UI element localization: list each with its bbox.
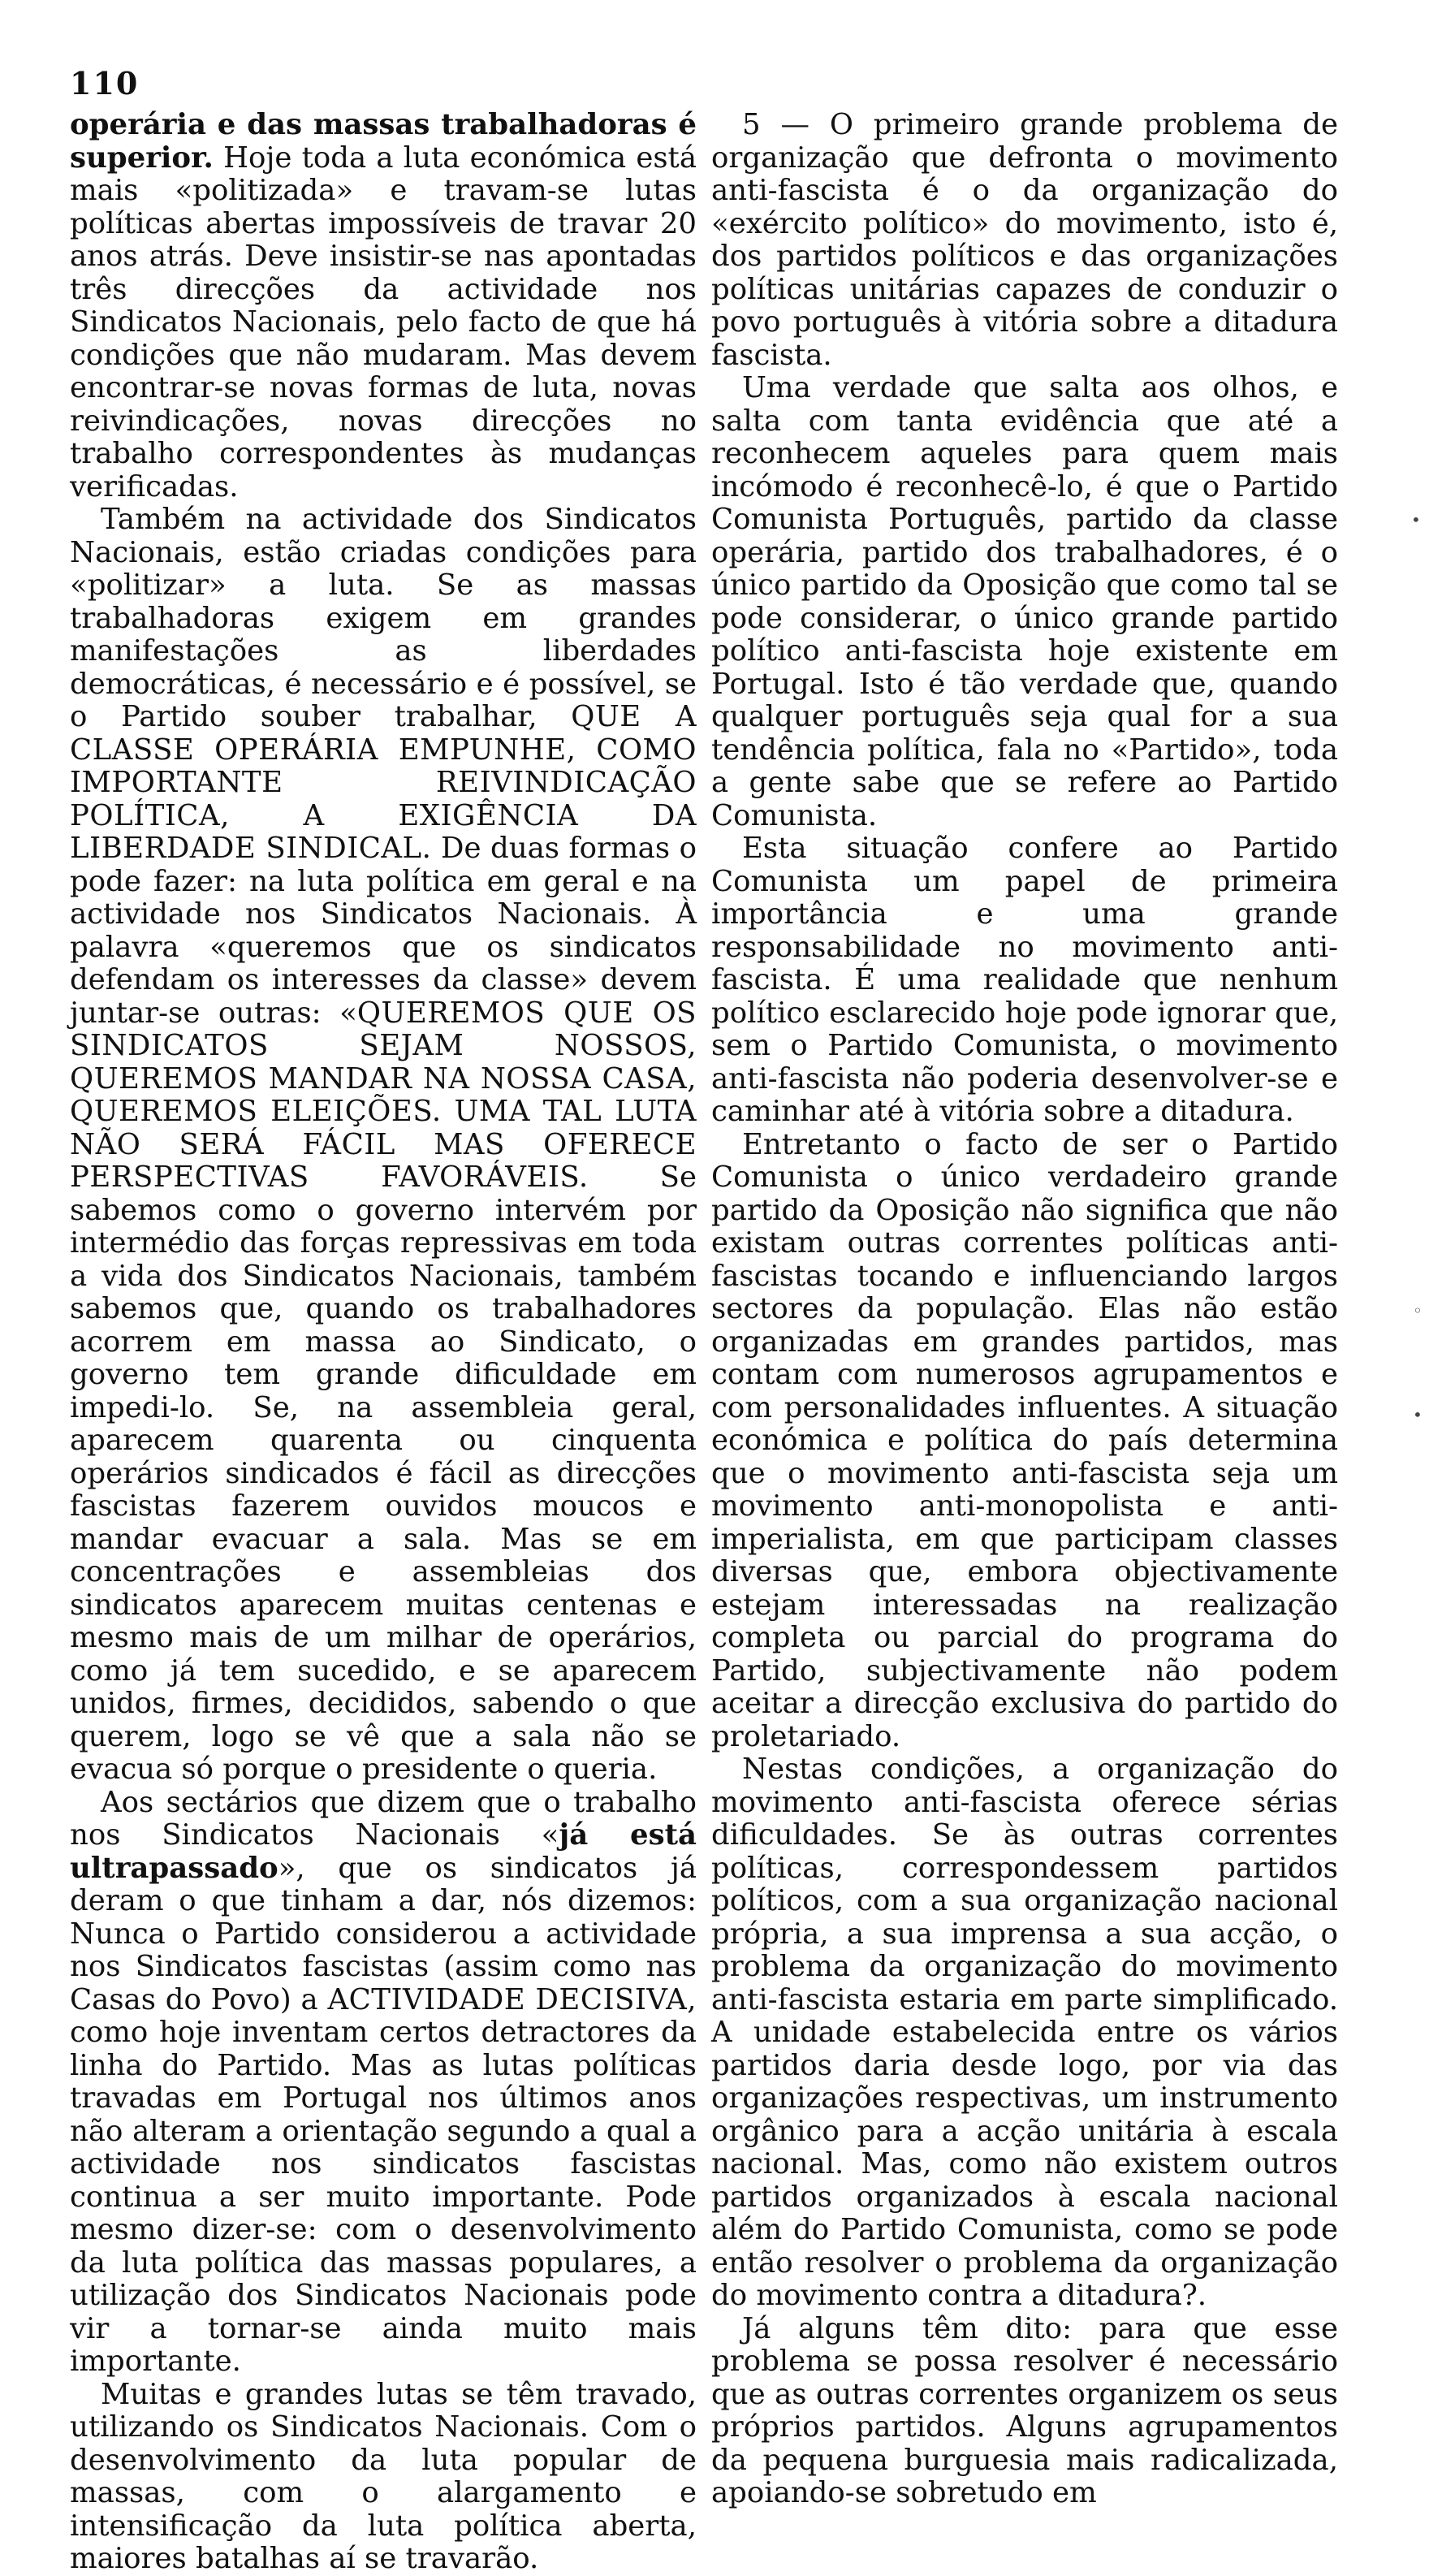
right-column [711, 109, 1338, 2510]
caps-text: QUEREMOS QUE OS SINDICATOS SEJAM NOSSOS, QUEREMOS MANDAR NA NOSSA CASA, QUEREMOS ELEIÇÕES. UMA TAL LUTA NÃO SERÁ FÁCIL MAS OFERECE PERSPECTIVAS FAVORÁVEIS. [70, 996, 697, 1194]
paragraph-text: », que os sindicatos já deram o que tinham a dar, nós dizemos: Nunca o Partido considerou a actividade nos Sindicatos fascistas (assim como nas Casas do Povo) a [70, 1851, 697, 2016]
left-paragraph-1 [70, 109, 697, 504]
right-paragraph-4: Entretanto o facto de ser o Partido Comunista o único verdadeiro grande partido da Oposição não significa que não existam outras correntes políticas anti-fascistas tocando e influenciando largos sectores da população. Elas não estão organizadas em grandes partidos, mas contam com numerosos agrupamentos e com personalidades influentes. A situação económica e política do país determina que o movimento anti-fascista seja um movimento anti-monopolista e anti-imperialista, em que participam classes diversas que, embora objectivamente estejam interessadas na realização completa ou parcial do programa do Partido, subjectivamente não podem aceitar a direcção exclusiva do partido do proletariado. [711, 1127, 1338, 1753]
paragraph-text: Também na actividade dos Sindicatos Nacionais, estão criadas condições para «politizar» a luta. Se as massas trabalhadoras exigem em grandes manifestações as liberdades democráticas, é necessário e é possível, se o Partido souber trabalhar, [70, 503, 697, 733]
bold-text: operária e das massas trabalhadoras é superior. [70, 108, 697, 175]
bold-text: já está ultrapassado [70, 1818, 697, 1885]
right-paragraph-1: 5 — O primeiro grande problema de organização que defronta o movimento anti-fascista é o da organização do «exército político» do movimento, isto é, dos partidos políticos e das organizações políticas unitárias capazes de conduzir o povo português à vitória sobre a ditadura fascista. [711, 108, 1338, 372]
paragraph-text: De duas formas o pode fazer: na luta política em geral e na actividade nos Sindicatos Nacionais. À palavra «queremos que os sindicatos defendam os interesses da classe» devem juntar-se outras: « [70, 832, 697, 1030]
paragraph-text: Se sabemos como o governo intervém por intermédio das forças repressivas em toda a vida dos Sindicatos Nacionais, também sabemos que, quando os trabalhadores acorrem em massa ao Sindicato, o governo tem grande dificuldade em impedi-lo. Se, na assembleia geral, aparecem quarenta ou cinquenta operários sindicados é fácil as direcções fascistas fazerem ouvidos moucos e mandar evacuar a sala. Mas se em concentrações e assembleias dos sindicatos aparecem muitas centenas e mesmo mais de um milhar de operários, como já tem sucedido, e se aparecem unidos, firmes, decididos, sabendo o que querem, logo se vê que a sala não se evacua só porque o presidente o queria. [70, 1160, 697, 1786]
scan-speck-icon: ◦ [1413, 1301, 1423, 1320]
paragraph-text: como hoje inventam certos detractores da linha do Partido. Mas as lutas políticas travadas em Portugal nos últimos anos não alteram a orientação segundo a qual a actividade nos sindicatos fascistas continua a ser muito importante. Pode mesmo dizer-se: com o desenvolvimento da luta política das massas populares, a utilização dos Sindicatos Nacionais pode vir a tornar-se ainda muito mais importante. [70, 2016, 697, 2378]
scan-speck-icon: • [1413, 1405, 1423, 1424]
right-paragraph-3: Esta situação confere ao Partido Comunista um papel de primeira importância e uma grande responsabilidade no movimento anti-fascista. É uma realidade que nenhum político esclarecido hoje pode ignorar que, sem o Partido Comunista, o movimento anti-fascista não poderia desenvolver-se e caminhar até à vitória sobre a ditadura. [711, 832, 1338, 1128]
left-paragraph-4: Muitas e grandes lutas se têm travado, utilizando os Sindicatos Nacionais. Com o desenvolvimento da luta popular de massas, com o alargamento e intensificação da luta política aberta, maiores batalhas aí se travarão. [70, 2377, 697, 2575]
left-column [70, 109, 697, 2576]
paragraph-text: Hoje toda a luta económica está mais «politizada» e travam-se lutas políticas abertas impossíveis de travar 20 anos atrás. Deve insistir-se nas apontadas três direcções da actividade nos Sindicatos Nacionais, pelo facto de que há condições que não mudaram. Mas devem encontrar-se novas formas de luta, novas reivindicações, novas direcções no trabalho correspondentes às mudanças verificadas. [70, 140, 697, 504]
caps-text: QUE A CLASSE OPERÁRIA EMPUNHE, COMO IMPORTANTE REIVINDICAÇÃO POLÍTICA, A EXIGÊNCIA DA LIBERDADE SINDICAL. [70, 700, 697, 865]
caps-text: ACTIVIDADE DECISIVA, [327, 1982, 697, 2016]
page-number: 110 [70, 65, 140, 102]
paragraph-text: Aos sectários que dizem que o trabalho nos Sindicatos Nacionais « [70, 1785, 697, 1852]
right-paragraph-5: Nestas condições, a organização do movimento anti-fascista oferece sérias dificuldades. Se às outras correntes políticas, correspondessem partidos políticos, com a sua organização nacional própria, a sua imprensa a sua acção, o problema da organização do movimento anti-fascista estaria em parte simplificado. A unidade estabelecida entre os vários partidos daria desde logo, por via das organizações respectivas, um instrumento orgânico para a acção unitária à escala nacional. Mas, como não existem outros partidos organizados à escala nacional além do Partido Comunista, como se pode então resolver o problema da organização do movimento contra a ditadura?. [711, 1753, 1338, 2312]
right-paragraph-2: Uma verdade que salta aos olhos, e salta com tanta evidência que até a reconhecem aqueles para quem mais incómodo é reconhecê-lo, é que o Partido Comunista Português, partido da classe operária, partido dos trabalhadores, é o único partido da Oposição que como tal se pode considerar, o único grande partido político anti-fascista hoje existente em Portugal. Isto é tão verdade que, quando qualquer português seja qual for a sua tendência política, fala no «Partido», toda a gente sabe que se refere ao Partido Comunista. [711, 371, 1338, 832]
left-paragraph-3 [70, 1787, 697, 2379]
right-paragraph-6: Já alguns têm dito: para que esse problema se possa resolver é necessário que as outras correntes organizem os seus próprios partidos. Alguns agrupamentos da pequena burguesia mais radicalizada, apoiando-se sobretudo em [711, 2311, 1338, 2509]
scan-speck-icon: • [1411, 510, 1421, 529]
left-paragraph-2 [70, 504, 697, 1787]
